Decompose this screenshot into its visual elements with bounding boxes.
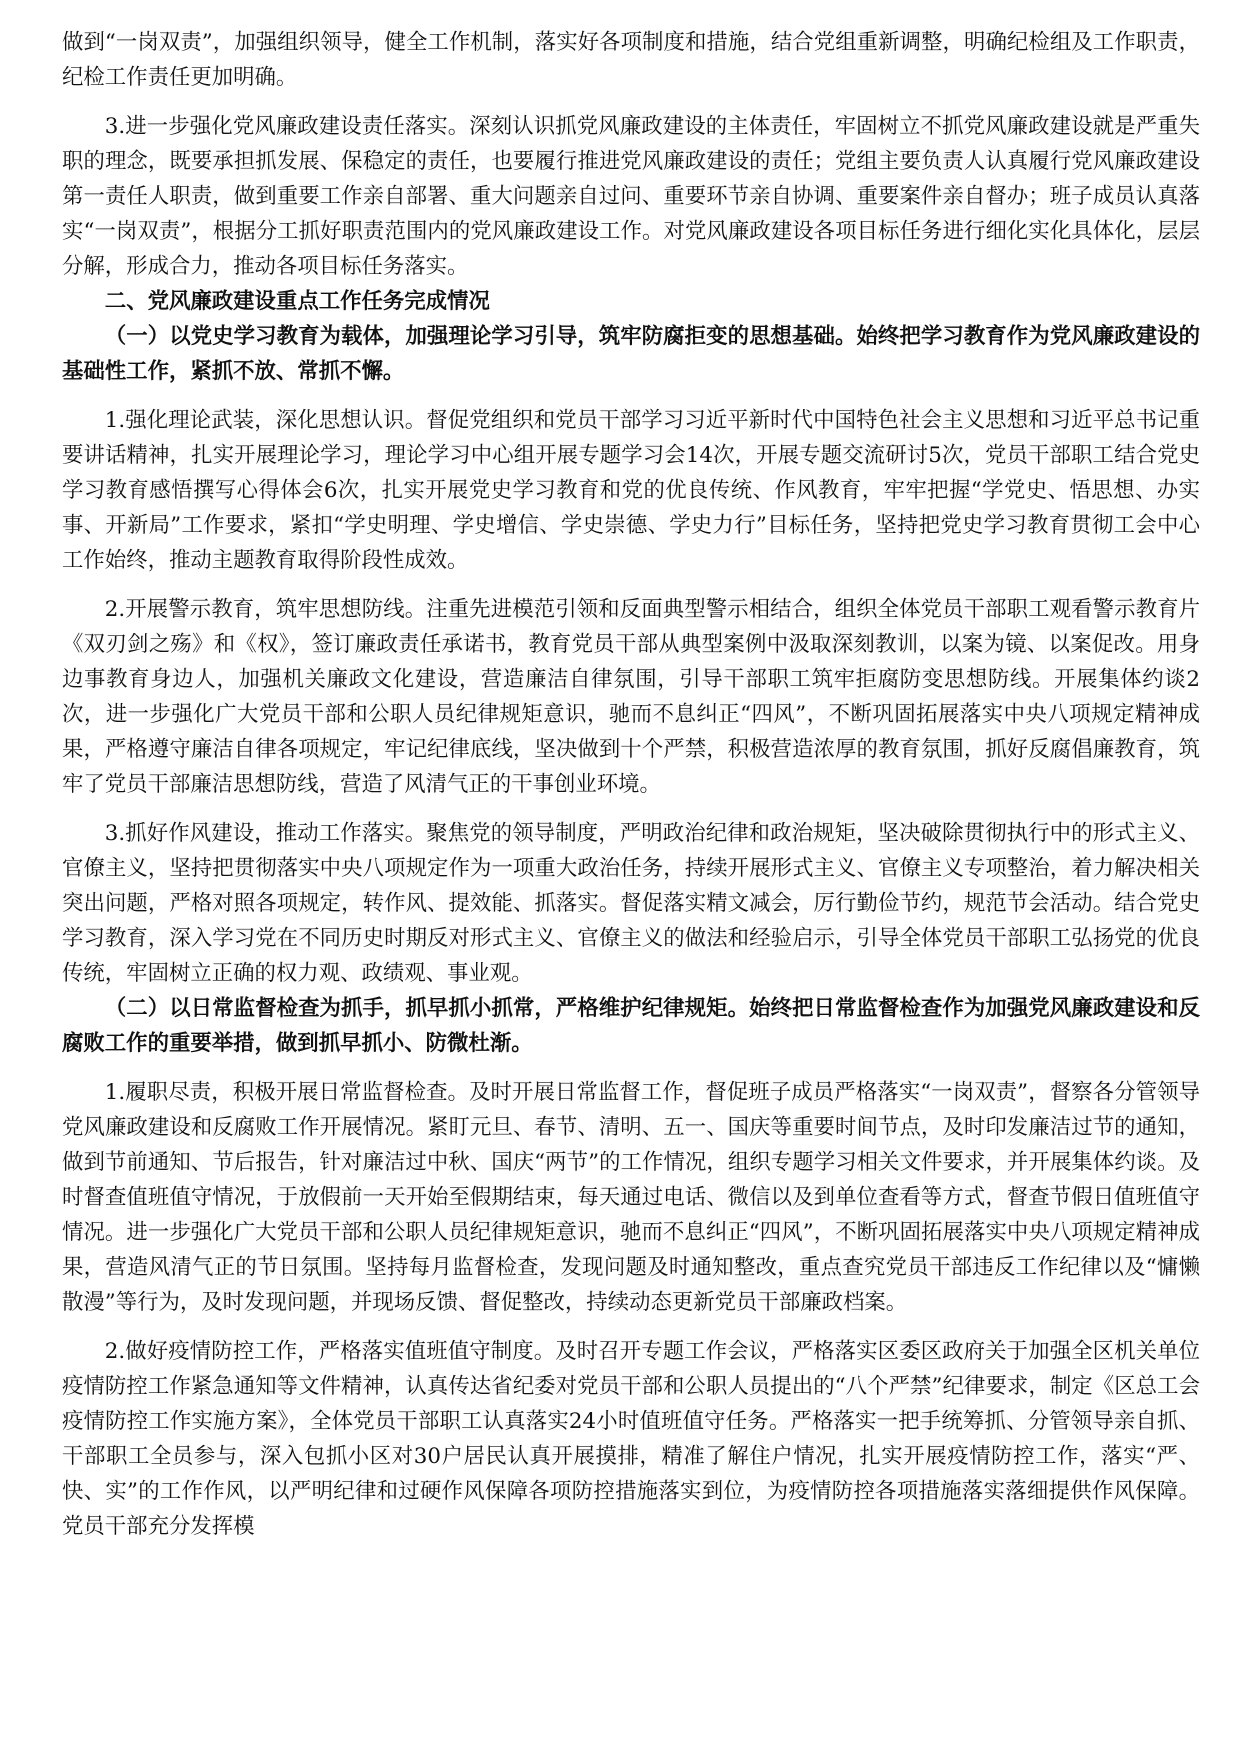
- paragraph-theory: 1.强化理论武装，深化思想认识。督促党组织和党员干部学习习近平新时代中国特色社会主义思想和习近平总书记重要讲话精神，扎实开展理论学习，理论学习中心组开展专题学习会14次，开展专题交流研讨5次，党员干部职工结合党史学习教育感悟撰写心得体会6次，扎实开展党史学习教育和党的优良传统、作风教育，牢牢把握“学党史、悟思想、办实事、开新局”工作要求，紧扣“学史明理、学史增信、学史崇德、学史力行”目标任务，坚持把党史学习教育贯彻工会中心工作始终，推动主题教育取得阶段性成效。: [62, 408, 1200, 573]
- paragraph-work-style: 3.抓好作风建设，推动工作落实。聚焦党的领导制度，严明政治纪律和政治规矩，坚决破除贯彻执行中的形式主义、官僚主义，坚持把贯彻落实中央八项规定作为一项重大政治任务，持续开展形式主义、官僚主义专项整治，着力解决相关突出问题，严格对照各项规定，转作风、提效能、抓落实。督促落实精文减会，厉行勤俭节约，规范节会活动。结合党史学习教育，深入学习党在不同历史时期反对形式主义、官僚主义的做法和经验启示，引导全体党员干部职工弘扬党的优良传统，牢固树立正确的权力观、政绩观、事业观。: [62, 821, 1200, 986]
- subsection-heading-1: （一）以党史学习教育为载体，加强理论学习引导，筑牢防腐拒变的思想基础。始终把学习教育作为党风廉政建设的基础性工作，紧抓不放、常抓不懈。: [62, 324, 1200, 384]
- section-heading: 二、党风廉政建设重点工作任务完成情况: [104, 289, 490, 314]
- paragraph-warning-education: 2.开展警示教育，筑牢思想防线。注重先进模范引领和反面典型警示相结合，组织全体党员干部职工观看警示教育片《双刃剑之殇》和《权》，签订廉政责任承诺书，教育党员干部从典型案例中汲取深刻教训，以案为镜、以案促改。用身边事教育身边人，加强机关廉政文化建设，营造廉洁自律氛围，引导干部职工筑牢拒腐防变思想防线。开展集体约谈2次，进一步强化广大党员干部和公职人员纪律规矩意识，驰而不息纠正“四风”，不断巩固拓展落实中央八项规定精神成果，严格遵守廉洁自律各项规定，牢记纪律底线，坚决做到十个严禁，积极营造浓厚的教育氛围，抓好反腐倡廉教育，筑牢了党员干部廉洁思想防线，营造了风清气正的干事创业环境。: [62, 597, 1200, 797]
- paragraph-epidemic-control: 2.做好疫情防控工作，严格落实值班值守制度。及时召开专题工作会议，严格落实区委区政府关于加强全区机关单位疫情防控工作紧急通知等文件精神，认真传达省纪委对党员干部和公职人员提出的“八个严禁”纪律要求，制定《区总工会疫情防控工作实施方案》，全体党员干部职工认真落实24小时值班值守任务。严格落实一把手统筹抓、分管领导亲自抓、干部职工全员参与，深入包抓小区对30户居民认真开展摸排，精准了解住户情况，扎实开展疫情防控工作，落实“严、快、实”的工作作风，以严明纪律和过硬作风保障各项防控措施落实到位，为疫情防控各项措施落实落细提供作风保障。党员干部充分发挥模: [62, 1339, 1200, 1539]
- subsection-heading-2: （二）以日常监督检查为抓手，抓早抓小抓常，严格维护纪律规矩。始终把日常监督检查作为加强党风廉政建设和反腐败工作的重要举措，做到抓早抓小、防微杜渐。: [62, 996, 1200, 1056]
- paragraph-daily-supervision: 1.履职尽责，积极开展日常监督检查。及时开展日常监督工作，督促班子成员严格落实“一岗双责”，督察各分管领导党风廉政建设和反腐败工作开展情况。紧盯元旦、春节、清明、五一、国庆等重要时间节点，及时印发廉洁过节的通知，做到节前通知、节后报告，针对廉洁过中秋、国庆“两节”的工作情况，组织专题学习相关文件要求，并开展集体约谈。及时督查值班值守情况，于放假前一天开始至假期结束，每天通过电话、微信以及到单位查看等方式，督查节假日值班值守情况。进一步强化广大党员干部和公职人员纪律规矩意识，驰而不息纠正“四风”，不断巩固拓展落实中央八项规定精神成果，营造风清气正的节日氛围。坚持每月监督检查，发现问题及时通知整改，重点查究党员干部违反工作纪律以及“慵懒散漫”等行为，及时发现问题，并现场反馈、督促整改，持续动态更新党员干部廉政档案。: [62, 1080, 1200, 1315]
- paragraph-responsibility: 3.进一步强化党风廉政建设责任落实。深刻认识抓党风廉政建设的主体责任，牢固树立不抓党风廉政建设就是严重失职的理念，既要承担抓发展、保稳定的责任，也要履行推进党风廉政建设的责任；党组主要负责人认真履行党风廉政建设第一责任人职责，做到重要工作亲自部署、重大问题亲自过问、重要环节亲自协调、重要案件亲自督办；班子成员认真落实“一岗双责”，根据分工抓好职责范围内的党风廉政建设工作。对党风廉政建设各项目标任务进行细化实化具体化，层层分解，形成合力，推动各项目标任务落实。: [62, 114, 1200, 279]
- paragraph-continued: 做到“一岗双责”，加强组织领导，健全工作机制，落实好各项制度和措施，结合党组重新调整，明确纪检组及工作职责，纪检工作责任更加明确。: [62, 30, 1200, 90]
